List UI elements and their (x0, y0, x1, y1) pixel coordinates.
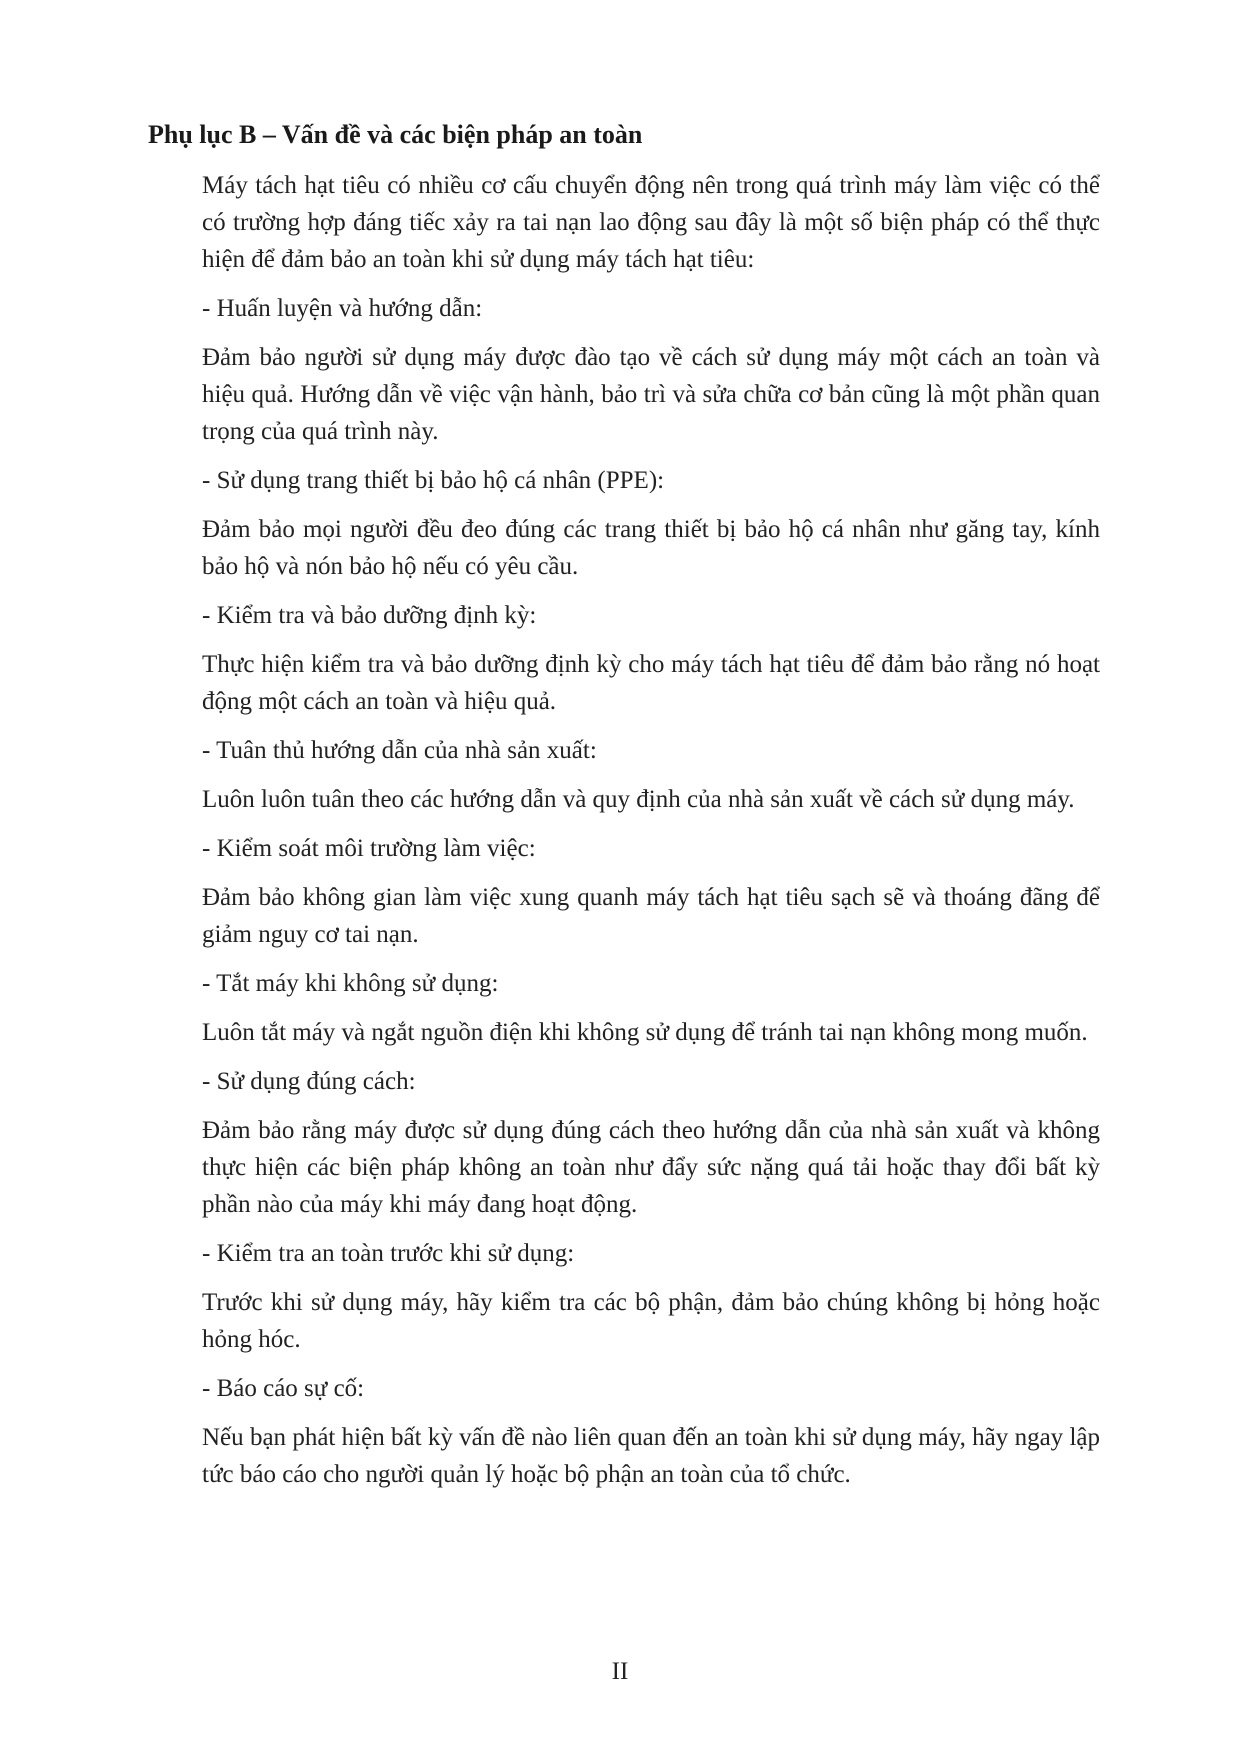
section-body-power-off: Luôn tắt máy và ngắt nguồn điện khi không sử dụng để tránh tai nạn không mong muốn. (202, 1019, 1088, 1046)
section-title-ppe: - Sử dụng trang thiết bị bảo hộ cá nhân (PPE): (202, 467, 665, 494)
appendix-heading: Phụ lục B – Vấn đề và các biện pháp an toàn (148, 120, 643, 149)
section-body-proper-use: Đảm bảo rằng máy được sử dụng đúng cách theo hướng dẫn của nhà sản xuất và không thực hiện các biện pháp không an toàn như đẩy sức nặng quá tải hoặc thay đổi bất kỳ phần nào của máy khi máy đang hoạt động. (202, 1117, 1100, 1218)
section-title-proper-use: - Sử dụng đúng cách: (202, 1068, 416, 1095)
section-title-report: - Báo cáo sự cố: (202, 1375, 365, 1402)
section-title-training: - Huấn luyện và hướng dẫn: (202, 295, 483, 322)
section-body-maintenance: Thực hiện kiểm tra và bảo dưỡng định kỳ cho máy tách hạt tiêu để đảm bảo rằng nó hoạt động một cách an toàn và hiệu quả. (202, 651, 1100, 715)
section-title-pre-check: - Kiểm tra an toàn trước khi sử dụng: (202, 1240, 575, 1267)
section-title-power-off: - Tắt máy khi không sử dụng: (202, 970, 499, 997)
section-body-manufacturer: Luôn luôn tuân theo các hướng dẫn và quy định của nhà sản xuất về cách sử dụng máy. (202, 786, 1075, 813)
section-body-report: Nếu bạn phát hiện bất kỳ vấn đề nào liên quan đến an toàn khi sử dụng máy, hãy ngay lập tức báo cáo cho người quản lý hoặc bộ phận an toàn của tổ chức. (202, 1424, 1100, 1488)
section-body-pre-check: Trước khi sử dụng máy, hãy kiểm tra các bộ phận, đảm bảo chúng không bị hỏng hoặc hỏng hóc. (202, 1289, 1100, 1353)
section-title-manufacturer: - Tuân thủ hướng dẫn của nhà sản xuất: (202, 737, 597, 764)
intro-paragraph: Máy tách hạt tiêu có nhiều cơ cấu chuyển động nên trong quá trình máy làm việc có thể có trường hợp đáng tiếc xảy ra tai nạn lao động sau đây là một số biện pháp có thể thực hiện để đảm bảo an toàn khi sử dụng máy tách hạt tiêu: (202, 172, 1100, 273)
section-body-environment: Đảm bảo không gian làm việc xung quanh máy tách hạt tiêu sạch sẽ và thoáng đãng để giảm nguy cơ tai nạn. (202, 884, 1100, 948)
section-title-maintenance: - Kiểm tra và bảo dưỡng định kỳ: (202, 602, 537, 629)
page-number: II (611, 1658, 629, 1685)
section-body-training: Đảm bảo người sử dụng máy được đào tạo về cách sử dụng máy một cách an toàn và hiệu quả. Hướng dẫn về việc vận hành, bảo trì và sửa chữa cơ bản cũng là một phần quan trọng của quá trình này. (202, 344, 1100, 445)
section-body-ppe: Đảm bảo mọi người đều đeo đúng các trang thiết bị bảo hộ cá nhân như găng tay, kính bảo hộ và nón bảo hộ nếu có yêu cầu. (202, 516, 1100, 580)
appendix-content (202, 167, 1100, 1505)
section-title-environment: - Kiểm soát môi trường làm việc: (202, 835, 536, 862)
